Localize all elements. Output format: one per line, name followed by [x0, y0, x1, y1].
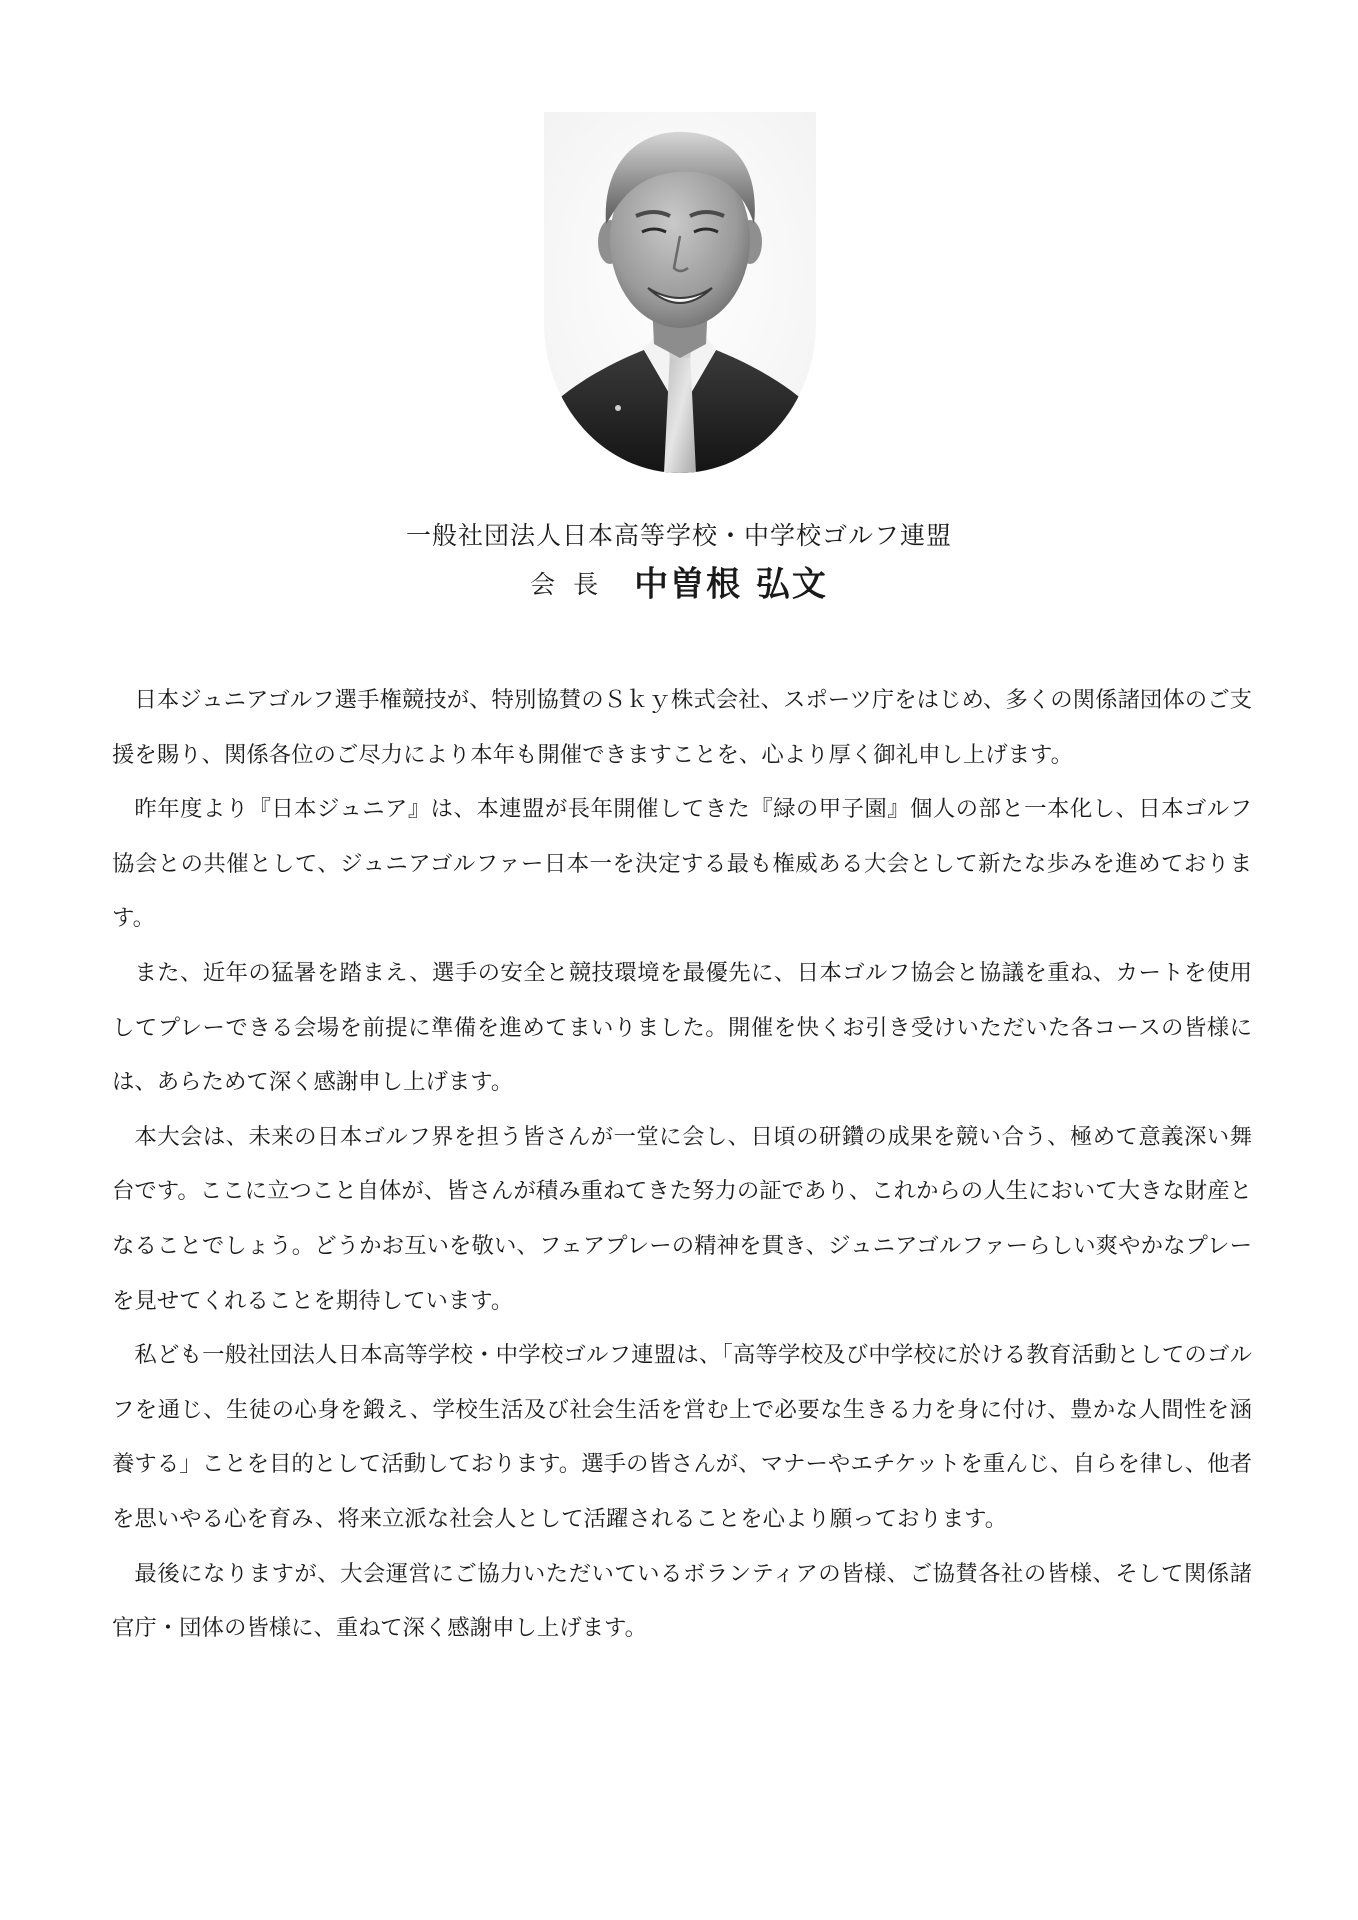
message-paragraph: 昨年度より『日本ジュニア』は、本連盟が長年開催してきた『緑の甲子園』個人の部と一本化し、日本ゴルフ協会との共催として、ジュニアゴルファー日本一を決定する最も権威ある大会として新たな歩みを進めております。 [112, 796, 1252, 932]
portrait-photo [544, 112, 816, 473]
president-title [0, 562, 1358, 607]
message-paragraph: 本大会は、未来の日本ゴルフ界を担う皆さんが一堂に会し、日頃の研鑽の成果を競い合う、極めて意義深い舞台です。ここに立つこと自体が、皆さんが積み重ねてきた努力の証であり、これからの人生において大きな財産となることでしょう。どうかお互いを敬い、フェアプレーの精神を貫き、ジュニアゴルファーらしい爽やかなプレーを見せてくれることを期待しています。 [112, 1123, 1252, 1314]
organization-name: 一般社団法人日本高等学校・中学校ゴルフ連盟 [405, 521, 952, 550]
greeting-message [112, 673, 1252, 1656]
role-label: 会長 [530, 569, 617, 599]
message-paragraph: 私ども一般社団法人日本高等学校・中学校ゴルフ連盟は、「高等学校及び中学校に於ける教育活動としてのゴルフを通じ、生徒の心身を鍛え、学校生活及び社会生活を営む上で必要な生きる力を身に付け、豊かな人間性を涵養する」ことを目的として活動しております。選手の皆さんが、マナーやエチケットを重んじ、自らを律し、他者を思いやる心を育み、将来立派な社会人として活躍されることを心より願っております。 [112, 1342, 1252, 1532]
president-name: 中曽根 弘文 [634, 564, 828, 605]
message-paragraph: 日本ジュニアゴルフ選手権競技が、特別協賛のＳｋｙ株式会社、スポーツ庁をはじめ、多くの関係諸団体のご支援を賜り、関係各位のご尽力により本年も開催できますことを、心より厚く御礼申し上げます。 [112, 687, 1252, 768]
message-paragraph: 最後になりますが、大会運営にご協力いただいているボランティアの皆様、ご協賛各社の皆様、そして関係諸官庁・団体の皆様に、重ねて深く感謝申し上げます。 [112, 1560, 1252, 1642]
message-paragraph: また、近年の猛暑を踏まえ、選手の安全と競技環境を最優先に、日本ゴルフ協会と協議を重ね、カートを使用してプレーできる会場を前提に準備を進めてまいりました。開催を快くお引き受けいただいた各コースの皆様には、あらためて深く感謝申し上げます。 [112, 959, 1252, 1096]
